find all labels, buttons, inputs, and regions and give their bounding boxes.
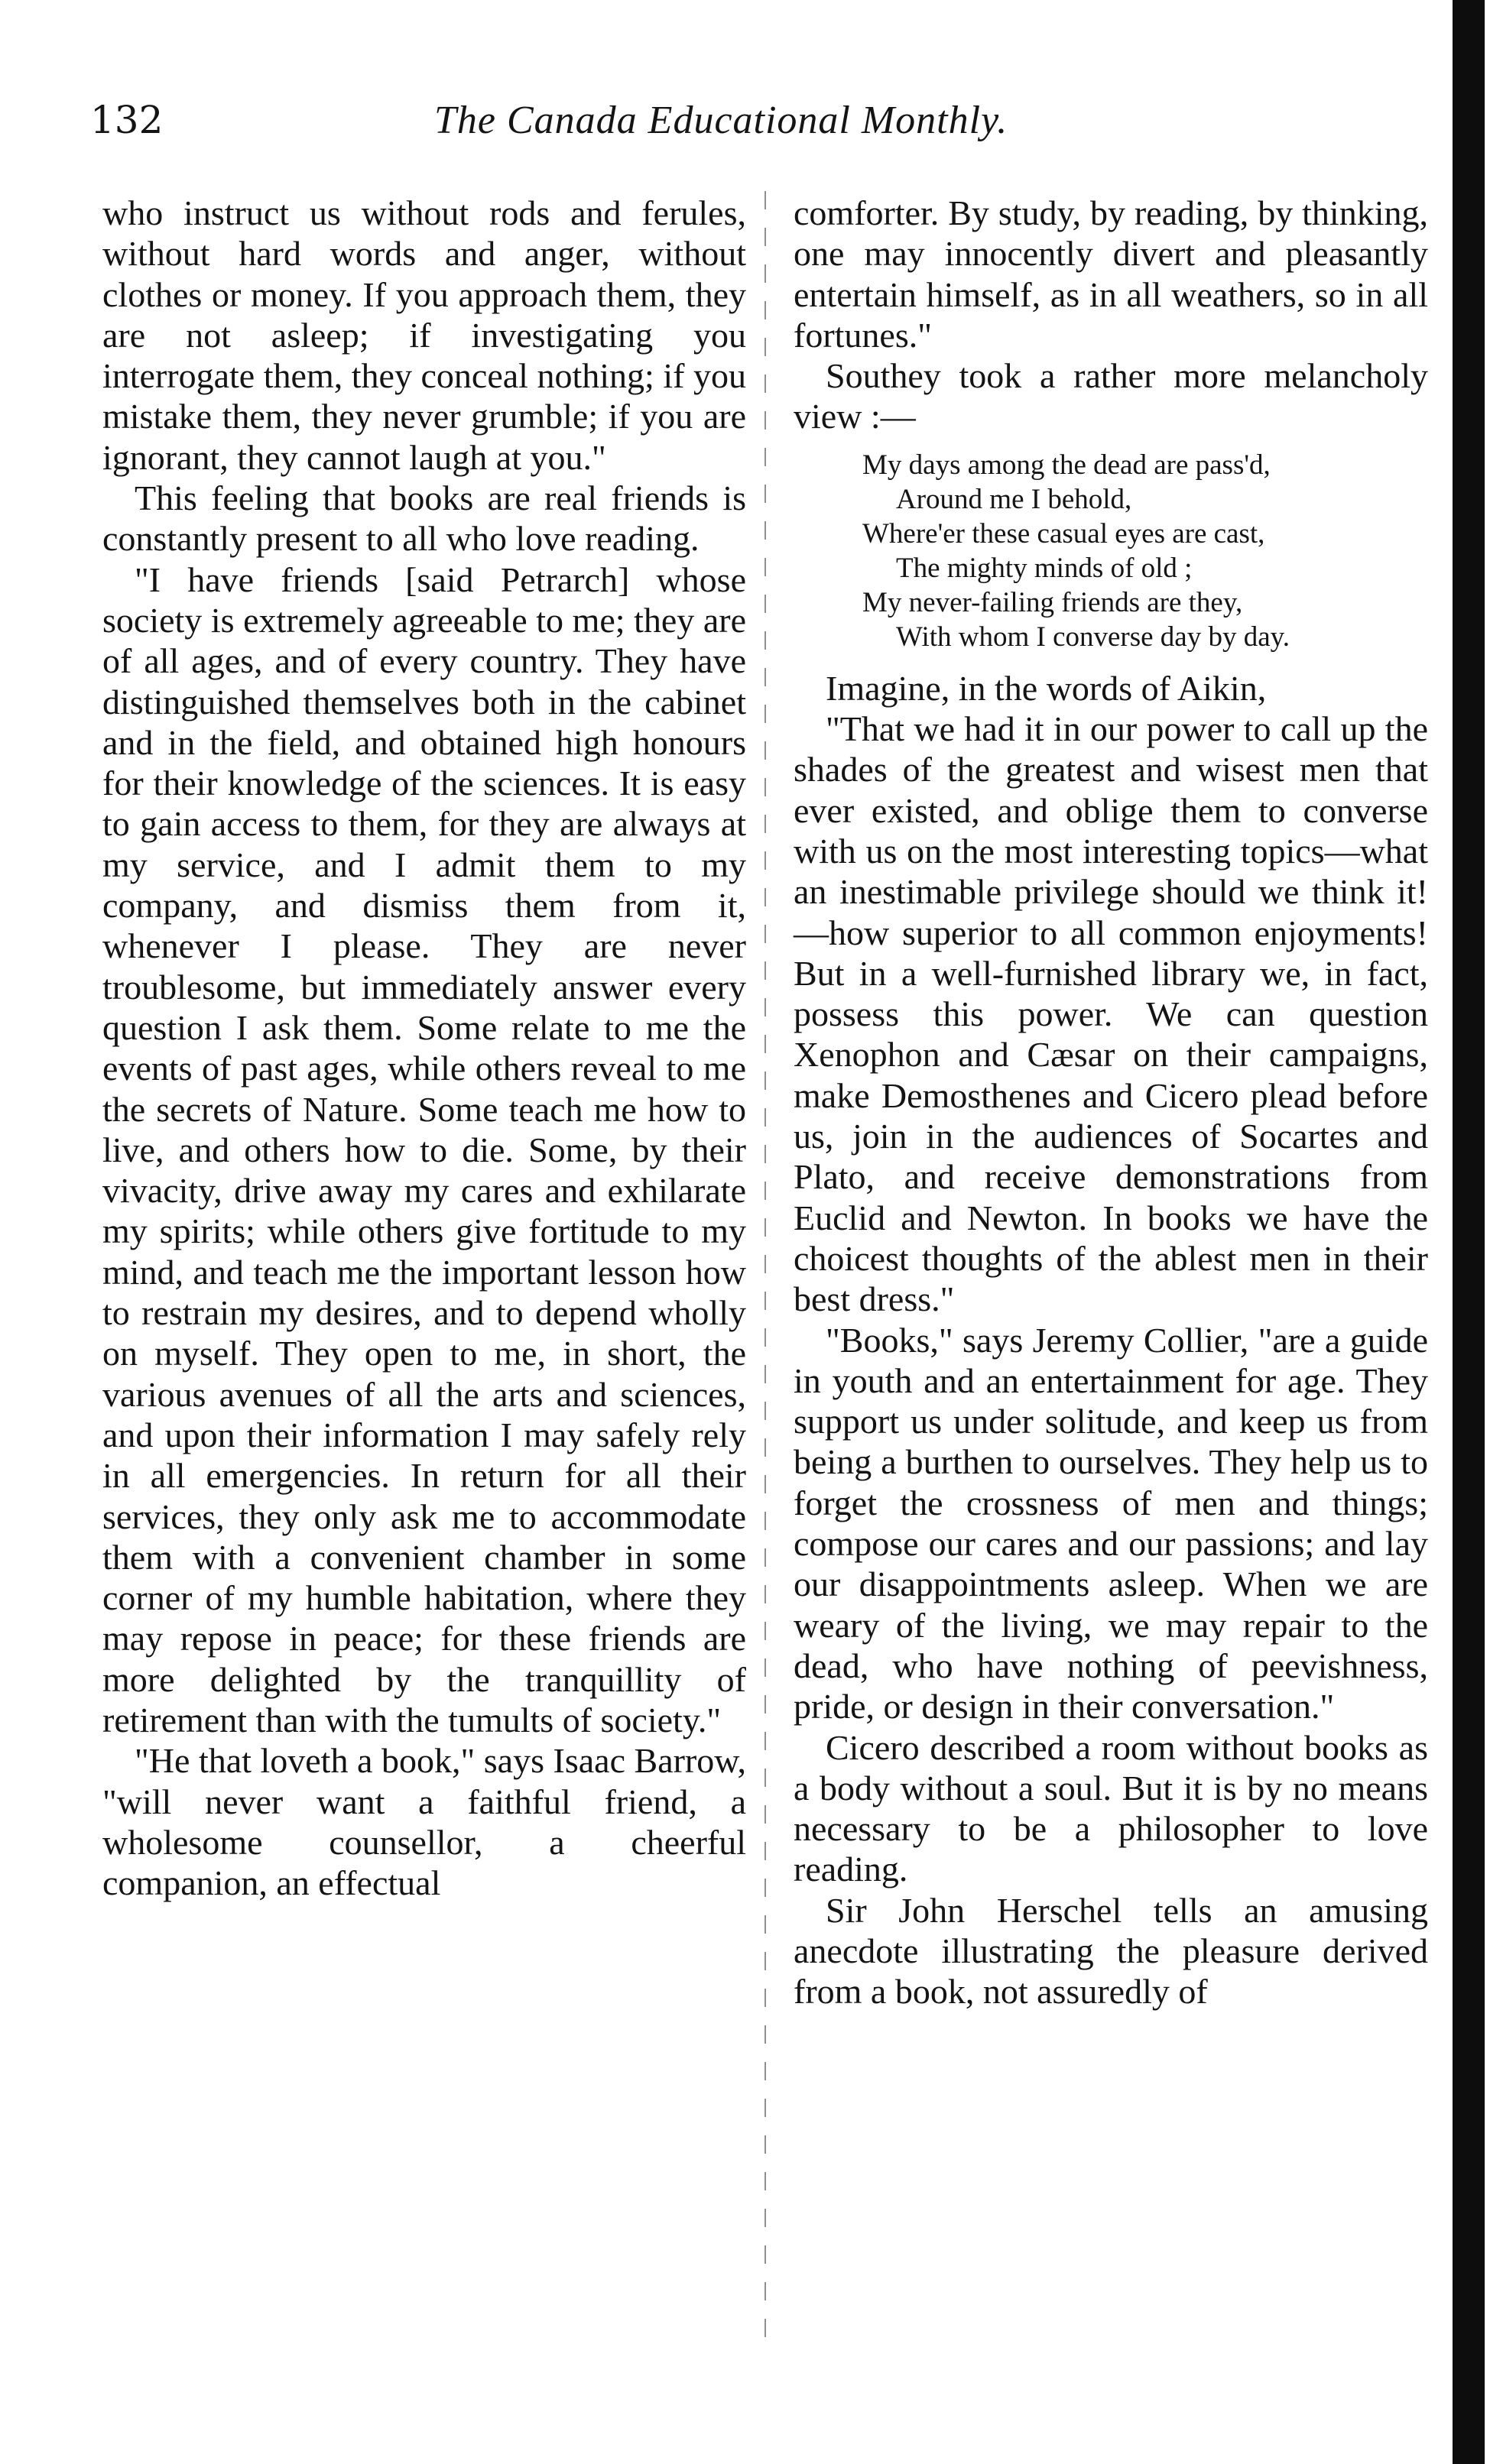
paragraph: "He that loveth a book," says Isaac Barrow, "will never want a faithful friend, a wholesome counsellor, a cheerful companion, an effectual (102, 1741, 746, 1903)
running-title: The Canada Educational Monthly. (434, 99, 1008, 142)
paragraph: who instruct us without rods and ferules, without hard words and anger, without clothes or money. If you approach them, they are not asleep; if investigating you interrogate them, they conceal nothing; if you mistake them, they never grumble; if you are ignorant, they cannot laugh at you." (102, 193, 746, 477)
poem (862, 448, 1428, 654)
paragraph: "That we had it in our power to call up the shades of the greatest and wisest men that ever existed, and oblige them to converse with us on the most interesting topics—what an inestimable privilege should we think it!—how superior to all common enjoyments! But in a well-furnished library we, in fact, possess this power. We can question Xenophon and Cæsar on their campaigns, make Demosthenes and Cicero plead before us, join in the audiences of Socartes and Plato, and receive demonstrations from Euclid and Newton. In books we have the choicest thoughts of the ablest men in their best dress." (794, 709, 1428, 1319)
poem-line: The mighty minds of old ; (896, 552, 1193, 584)
page-number: 132 (90, 98, 164, 142)
paragraph: Cicero described a room without books as a body without a soul. But it is by no means necessary to be a philosopher to love reading. (794, 1727, 1428, 1889)
paragraph: "Books," says Jeremy Collier, "are a guide in youth and an entertainment for age. They support us under solitude, and keep us from being a burthen to ourselves. They help us to forget the crossness of men and things; compose our cares and our passions; and lay our disappointments asleep. When we are weary of the living, we may repair to the dead, who have nothing of peevishness, pride, or design in their conversation." (794, 1320, 1428, 1726)
paragraph: Imagine, in the words of Aikin, (826, 668, 1267, 708)
poem-line: Where'er these casual eyes are cast, (862, 517, 1265, 550)
column-divider (764, 191, 766, 2346)
paragraph: Sir John Herschel tells an amusing anecdote illustrating the pleasure derived from a book, not assuredly of (794, 1890, 1428, 2012)
paragraph: "I have friends [said Petrarch] whose society is extremely agreeable to me; they are of all ages, and of every country. They have distinguished themselves both in the cabinet and in the field, and obtained high honours for their knowledge of the sciences. It is easy to gain access to them, for they are always at my service, and I admit them to my company, and dismiss them from it, whenever I please. They are never troublesome, but immediately answer every question I ask them. Some relate to me the events of past ages, while others reveal to me the secrets of Nature. Some teach me how to live, and others how to die. Some, by their vivacity, drive away my cares and exhilarate my spirits; while others give fortitude to my mind, and teach me the important lesson how to restrain my desires, and to depend wholly on myself. They open to me, in short, the various avenues of all the arts and sciences, and upon their information I may safely rely in all emergencies. In return for all their services, they only ask me to accommodate them with a convenient chamber in some corner of my humble habitation, where they may repose in peace; for these friends are more delighted by the tranquillity of retirement than with the tumults of society." (102, 559, 746, 1739)
poem-line: With whom I converse day by day. (896, 621, 1290, 653)
poem-line: Around me I behold, (896, 483, 1132, 515)
left-column (102, 193, 746, 1903)
right-column (794, 193, 1428, 2012)
paragraph: This feeling that books are real friends is constantly present to all who love reading. (102, 478, 746, 559)
poem-line: My days among the dead are pass'd, (862, 449, 1271, 481)
scanned-page-edge (1453, 0, 1485, 2464)
paragraph: comforter. By study, by reading, by thinking, one may innocently divert and pleasantly entertain himself, as in all weathers, so in all fortunes." (794, 193, 1428, 355)
running-header (90, 98, 1474, 159)
poem-line: My never-failing friends are they, (862, 586, 1243, 618)
paragraph: Southey took a rather more melancholy view :— (794, 356, 1428, 436)
